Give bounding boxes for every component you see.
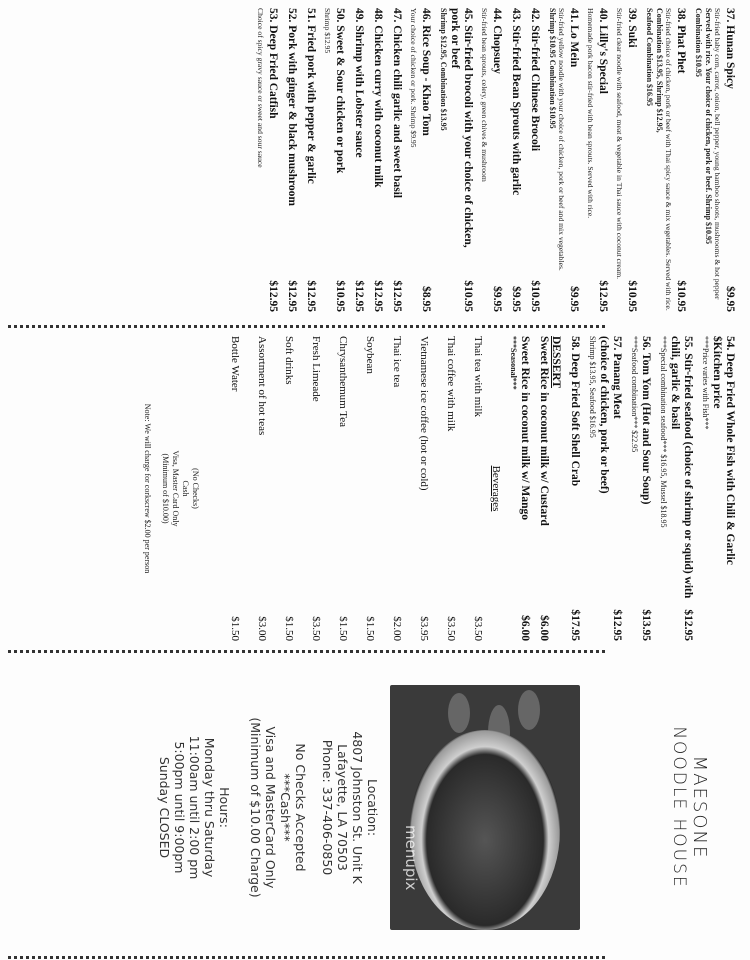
- beverage-list: [228, 336, 484, 641]
- specials-list: [142, 336, 736, 641]
- menu-item-55: [658, 336, 694, 641]
- beverage-name: Thai coffee with milk: [445, 336, 457, 432]
- item-price: $12.95: [286, 280, 298, 312]
- item-price: $10.95: [529, 280, 541, 312]
- watermark: menupix: [402, 825, 420, 891]
- item-name: 57. Panang Meat: [611, 336, 623, 419]
- no-checks-note: No Checks Accepted: [293, 743, 308, 872]
- beverages-heading: Beverages: [490, 465, 502, 512]
- item-price: $10.95: [675, 280, 687, 312]
- menu-item: [256, 8, 279, 312]
- item-name: 45. Stir-fried brocoli with your choice of chicken, pork or beef: [449, 8, 474, 248]
- menu-item: [323, 8, 346, 312]
- payment-line: Cash: [181, 480, 190, 497]
- beverage-name: Vietnamese ice coffee (hot or cold): [418, 336, 430, 491]
- item-note: Shrimp $13.95, Seafood $16.95: [588, 336, 597, 438]
- item-price-note: $Kitchen price: [711, 336, 723, 409]
- dessert-item-mango: [508, 336, 531, 641]
- beverage-name: Chrysanthemum Tea: [337, 336, 349, 427]
- item-note: ***Price varies with Fish***: [701, 336, 710, 430]
- beverage-item: [282, 336, 295, 641]
- item-name: 42. Stir-fried Chinese Brocoli: [529, 8, 541, 152]
- location-label: Location:: [365, 778, 380, 837]
- hours-label: Hours:: [217, 787, 232, 828]
- item-extra: Seafood Combination $16.95: [645, 8, 654, 107]
- item-price: $9.95: [724, 286, 736, 312]
- item-sub: Shrimp $10.95 Combination $10.95: [548, 8, 557, 129]
- item-extra: Combination $10.95: [694, 8, 703, 77]
- beverage-item: [471, 336, 484, 641]
- hours-line-3: 5:00pm until 9:00pm: [172, 741, 187, 874]
- item-note: ***Seasonal***: [509, 336, 518, 390]
- beverage-item: [336, 336, 349, 641]
- corkage-note: Note: We will charge for corkscrew $2.00 per person: [143, 403, 152, 574]
- beverage-price: $1.50: [337, 616, 349, 641]
- item-price: $10.95: [334, 280, 346, 312]
- beverage-price: $1.50: [283, 616, 295, 641]
- item-desc: Homemade pork bacon stir-fried with bean sprouts. Served with rice.: [586, 8, 595, 219]
- beverage-price: $3.50: [472, 616, 484, 641]
- item-price: $12.95: [611, 609, 623, 641]
- item-name: Sweet Rice in coconut milk w/ Mango: [519, 336, 531, 520]
- menu-item-56: [629, 336, 652, 641]
- menu-item: [528, 8, 541, 312]
- restaurant-brand: [669, 655, 710, 960]
- beverage-name: Thai ice tea: [391, 336, 403, 388]
- item-name: 37. Hunan Spicy: [724, 8, 736, 89]
- menu-panel-specials: [0, 330, 750, 645]
- brand-name: MAESONE: [689, 755, 710, 860]
- item-name: 52. Pork with ginger & black mushroom: [286, 8, 298, 206]
- beverage-name: Soybean: [364, 336, 376, 374]
- menu-item: [390, 8, 403, 312]
- beverage-price: $3.50: [310, 616, 322, 641]
- item-name: 53. Deep Fried Catfish: [267, 8, 279, 119]
- item-price: $12.95: [305, 280, 317, 312]
- payment-note: [160, 336, 200, 641]
- beverage-price: $3.95: [418, 616, 430, 641]
- hours-line-1: Monday thru Saturday: [202, 737, 217, 878]
- panel-divider: [8, 650, 605, 653]
- item-name: Sweet Rice in coconut milk w/ Custard: [538, 336, 550, 526]
- item-price: $12.95: [353, 280, 365, 312]
- item-price: $10.95: [462, 280, 474, 312]
- beverage-name: Thai tea with milk: [472, 336, 484, 417]
- item-price: $6.00: [519, 615, 531, 641]
- item-name: 49. Shrimp with Lobster sauce: [353, 8, 365, 158]
- item-name: 41. Lo Mein: [568, 8, 580, 68]
- menu-item: [352, 8, 365, 312]
- item-desc: Stir-fried bean sprouts, celery, green chives & mushroom: [480, 8, 489, 182]
- menu-item: [644, 8, 687, 312]
- item-name: 43. Stir-fried Bean Sprouts with garlic: [510, 8, 522, 196]
- item-price: $9.95: [510, 286, 522, 312]
- menu-item-54: [700, 336, 736, 641]
- menu-item: [409, 8, 432, 312]
- cards-note: Visa and MasterCard Only: [263, 726, 278, 889]
- panel-divider: [8, 325, 605, 328]
- menu-item: [438, 8, 474, 312]
- item-name: 44. Chopsuey: [491, 8, 503, 74]
- item-name: 39. Suki: [626, 8, 638, 48]
- item-note: ***Special combination seafood*** $16.95, Mussel $18.95: [659, 336, 668, 528]
- cash-note: ***Cash***: [278, 773, 293, 842]
- item-name: 48. Chicken curry with coconut milk: [372, 8, 384, 188]
- beverage-price: $1.50: [229, 616, 241, 641]
- item-desc: Your choice of chicken or pork. Shrimp $9.95: [409, 8, 418, 148]
- beverage-price: $1.50: [364, 616, 376, 641]
- beverage-price: $3.50: [445, 616, 457, 641]
- item-name: 47. Chicken chili garlic and sweet basil: [391, 8, 403, 199]
- item-price: $17.95: [569, 609, 581, 641]
- item-name: 51. Fried pork with pepper & garlic: [305, 8, 317, 184]
- item-price: $9.95: [491, 286, 503, 312]
- item-price: $12.95: [682, 609, 694, 641]
- item-option: (choice of chicken, pork or beef): [598, 336, 610, 494]
- beverage-name: Soft drinks: [283, 336, 295, 385]
- beverage-item: [255, 336, 268, 641]
- item-sub: Combination $13.95, Shrimp $12.95,: [655, 8, 664, 133]
- item-note: ***Seafood combination*** $22.95: [630, 336, 639, 453]
- item-price: $13.95: [640, 609, 652, 641]
- item-sub: Served with rice. Your choice of chicken, pork or beef. Shrimp $10.95: [704, 8, 713, 245]
- item-price: $12.95: [597, 280, 609, 312]
- item-desc: Shrimp $12.95: [323, 8, 332, 54]
- beverage-item: [228, 336, 241, 641]
- item-name: 40. Lilly's Special: [597, 8, 609, 94]
- menu-item: [693, 8, 736, 312]
- item-name: 38. Phat Phet: [675, 8, 687, 74]
- panel-divider: [8, 956, 605, 959]
- item-price: $9.95: [568, 286, 580, 312]
- item-name: 58. Deep Fried Soft Shell Crab: [569, 336, 581, 487]
- minimum-charge-note: (Minimum of $10.00 Charge): [248, 717, 263, 898]
- beverage-item: [417, 336, 430, 641]
- dessert-heading: DESSERT: [550, 336, 562, 389]
- item-desc: Stir-fried clear noodle with seafood, meat & vegetable in Thai sauce with coconut cream.: [615, 8, 624, 280]
- item-name: 55. Stir-fried seafood (choice of shrimp or squid) with chili, garlic & basil: [669, 336, 694, 599]
- menu-item: [547, 8, 580, 312]
- item-price: $8.95: [420, 286, 432, 312]
- menu-item: [615, 8, 638, 312]
- hours-line-2: 11:00am until 2:00 pm: [187, 735, 202, 880]
- item-price: $12.95: [267, 280, 279, 312]
- beverage-name: Assortment of hot teas: [256, 336, 268, 436]
- entree-list: [250, 8, 736, 312]
- beverage-price: $2.00: [391, 616, 403, 641]
- menu-item: [480, 8, 503, 312]
- payment-line: (No Checks): [191, 468, 200, 509]
- beverage-item: [309, 336, 322, 641]
- menu-panel-entrees: [0, 0, 750, 318]
- menu-item: [586, 8, 609, 312]
- beverage-name: Fresh Limeade: [310, 336, 322, 402]
- item-name: 50. Sweet & Sour chicken or pork: [334, 8, 346, 174]
- item-desc: Stir-fried baby corn, carrot, onion, bell pepper, young bamboo shoots, mushrooms & hot pepper: [713, 8, 722, 300]
- item-name: 54. Deep Fried Whole Fish with Chili & Garlic: [724, 336, 736, 565]
- menu-item-57: [587, 336, 623, 641]
- beverage-price: $3.00: [256, 616, 268, 641]
- item-name: 56. Tom Yom (Hot and Sour Soup): [640, 336, 652, 505]
- dessert-item-custard: [537, 336, 550, 641]
- item-name: 46. Rice Soup - Khao Tom: [420, 8, 432, 136]
- item-sub: Shrimp $12.95, Combination $13.95: [439, 8, 448, 131]
- payment-line: (Minimum of $10.00): [161, 453, 170, 524]
- item-price: $12.95: [391, 280, 403, 312]
- menu-item: [509, 8, 522, 312]
- address-line-1: 4807 Johnston St. Unit K: [350, 731, 365, 884]
- beverage-item: [444, 336, 457, 641]
- brand-subtitle: NOODLE HOUSE: [669, 726, 689, 889]
- item-price: $10.95: [626, 280, 638, 312]
- item-desc: Stir-fried choice of chicken, pork or beef with Thai spicy sauce & mix vegetables. Served with rice.: [664, 8, 673, 311]
- hours-line-4: Sunday CLOSED: [157, 756, 172, 859]
- food-photo: [390, 685, 580, 930]
- beverage-item: [363, 336, 376, 641]
- item-price: $12.95: [372, 280, 384, 312]
- beverage-item: [390, 336, 403, 641]
- item-desc: Choice of spicy gravy sauce or sweet and sour sauce: [256, 8, 265, 168]
- payment-line: Visa, Master Card Only: [171, 450, 180, 527]
- address-line-2: Lafayette, LA 70503: [335, 744, 350, 871]
- menu-item: [285, 8, 298, 312]
- menu-item: [371, 8, 384, 312]
- restaurant-info: [157, 665, 380, 950]
- menu-item-58: [568, 336, 581, 641]
- beverage-name: Bottle Water: [229, 336, 241, 392]
- item-price: $6.00: [538, 615, 550, 641]
- phone-number: Phone: 337-406-0850: [320, 739, 335, 876]
- item-desc: Stir-fried yellow noodle with your choice of chicken, pork or beef and mix vegetables.: [557, 8, 566, 271]
- menu-item: [304, 8, 317, 312]
